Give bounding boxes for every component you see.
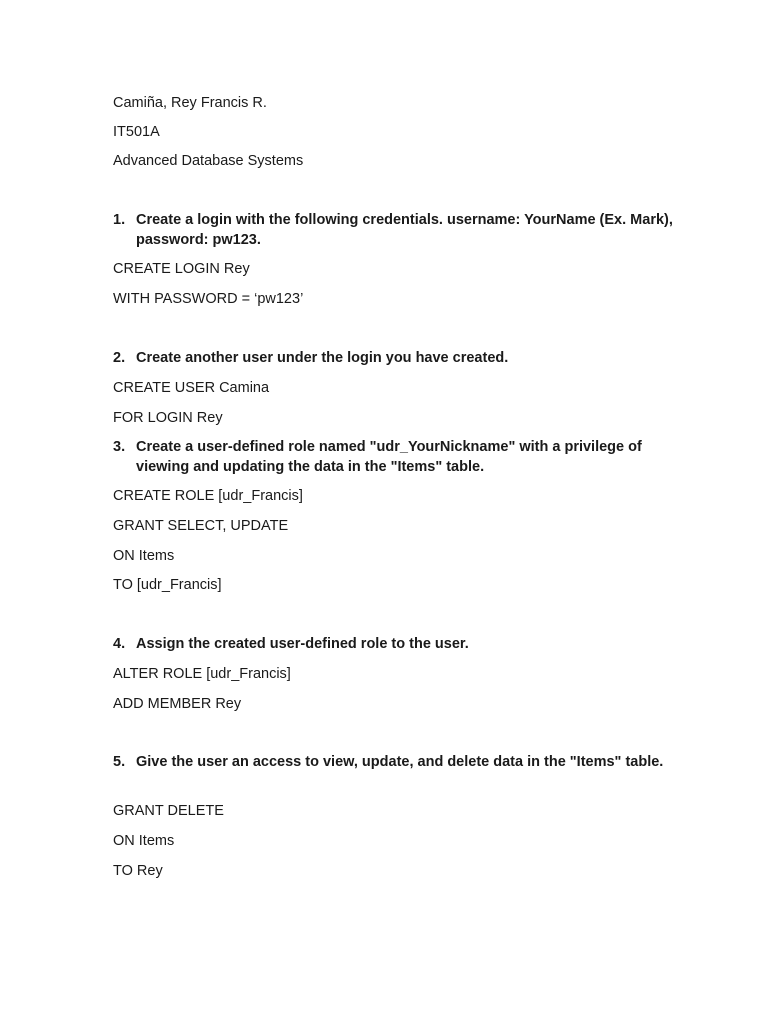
answer-line: TO [udr_Francis] xyxy=(113,577,222,593)
answer-line: FOR LOGIN Rey xyxy=(113,410,223,426)
course-section: IT501A xyxy=(113,124,160,140)
question-5 xyxy=(113,752,673,772)
question-1 xyxy=(113,210,673,250)
student-name: Camiña, Rey Francis R. xyxy=(113,95,267,111)
question-prompt: Assign the created user-defined role to the user. xyxy=(136,636,469,652)
answer-line: ON Items xyxy=(113,833,175,849)
question-prompt: Give the user an access to view, update, and delete data in the "Items" table. xyxy=(136,754,664,770)
question-number: 4. xyxy=(113,636,126,652)
answer-line: GRANT DELETE xyxy=(113,803,224,819)
question-number: 5. xyxy=(113,754,126,770)
course-title: Advanced Database Systems xyxy=(113,153,304,169)
question-prompt: Create a login with the following credentials. username: YourName (Ex. Mark), password: pw123. xyxy=(136,212,673,248)
question-4 xyxy=(113,634,673,654)
answer-line: TO Rey xyxy=(113,863,163,879)
question-3 xyxy=(113,437,673,477)
answer-line: ALTER ROLE [udr_Francis] xyxy=(113,666,291,682)
question-number: 1. xyxy=(113,212,126,228)
question-number: 3. xyxy=(113,439,126,455)
question-prompt: Create a user-defined role named "udr_YourNickname" with a privilege of viewing and updating the data in the "Items" table. xyxy=(136,439,642,475)
answer-line: ON Items xyxy=(113,548,175,564)
question-number: 2. xyxy=(113,350,126,366)
question-2 xyxy=(113,348,673,368)
answer-line: CREATE USER Camina xyxy=(113,380,270,396)
answer-line: GRANT SELECT, UPDATE xyxy=(113,518,289,534)
answer-line: CREATE ROLE [udr_Francis] xyxy=(113,488,303,504)
answer-line: CREATE LOGIN Rey xyxy=(113,261,250,277)
answer-line: WITH PASSWORD = ‘pw123’ xyxy=(113,291,304,307)
question-prompt: Create another user under the login you have created. xyxy=(136,350,509,366)
answer-line: ADD MEMBER Rey xyxy=(113,696,242,712)
